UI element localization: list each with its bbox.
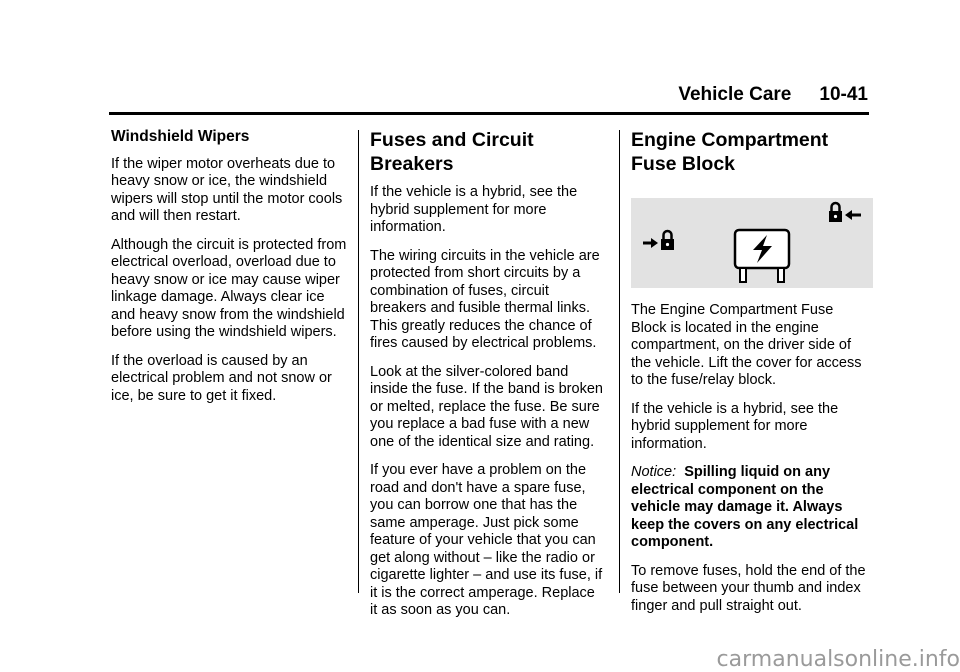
column-fuses-breakers [370, 128, 606, 631]
paragraph: If the overload is caused by an electrical problem and not snow or ice, be sure to get it fixed. [111, 352, 332, 404]
paragraph: The wiring circuits in the vehicle are protected from short circuits by a combination of fuses, circuit breakers and fusible thermal links. This greatly reduces the chance of fires caused by electrical problems. [370, 247, 600, 351]
header-rule [109, 112, 869, 115]
column-engine-fuse-block [631, 128, 869, 626]
lock-arrow-out-icon [829, 203, 861, 222]
notice-text: Spilling liquid on any electrical component on the vehicle may damage it. Always keep the covers on any electrical component. [631, 464, 859, 550]
page-header [678, 84, 868, 106]
paragraph: The Engine Compartment Fuse Block is located in the engine compartment, on the driver side of the vehicle. Lift the cover for access to the fuse/relay block. [631, 302, 862, 388]
column-divider [619, 130, 620, 593]
paragraph: Look at the silver-colored band inside the fuse. If the band is broken or melted, replace the fuse. Be sure you replace a bad fuse with a new one of the identical size and rating. [370, 363, 603, 450]
column-divider [358, 130, 359, 593]
lock-arrow-in-icon [643, 231, 674, 250]
watermark: carmanualsonline.info [716, 647, 960, 672]
notice-label: Notice: [631, 464, 677, 480]
fuse-block-icon [735, 230, 789, 282]
section-heading: Windshield Wipers [111, 128, 250, 145]
paragraph: If the wiper motor overheats due to heavy snow or ice, the windshield wipers will stop until the motor cools and will then restart. [111, 155, 343, 224]
paragraph: Although the circuit is protected from electrical overload, overload due to heavy snow or ice may cause wiper linkage damage. Always clear ice and heavy snow from the windshield before using the windshield wipers. [111, 236, 347, 340]
column-windshield-wipers [111, 128, 347, 416]
section-heading: Fuses and Circuit Breakers [370, 129, 534, 175]
fuse-block-figure [631, 198, 873, 288]
page-number: 10-41 [819, 84, 868, 105]
section-heading: Engine Compartment Fuse Block [631, 129, 829, 175]
notice-paragraph [631, 464, 869, 552]
paragraph: If the vehicle is a hybrid, see the hybrid supplement for more information. [370, 184, 578, 235]
paragraph: To remove fuses, hold the end of the fuse between your thumb and index finger and pull straight out. [631, 562, 866, 614]
paragraph: If you ever have a problem on the road and don't have a spare fuse, you can borrow one that has the same amperage. Just pick some feature of your vehicle that you can get along without – like the radio or cigarette lighter – and use its fuse, if it is the correct amperage. Replace it as soon as you can. [370, 462, 603, 618]
paragraph: If the vehicle is a hybrid, see the hybrid supplement for more information. [631, 400, 839, 452]
section-title: Vehicle Care [678, 84, 792, 105]
